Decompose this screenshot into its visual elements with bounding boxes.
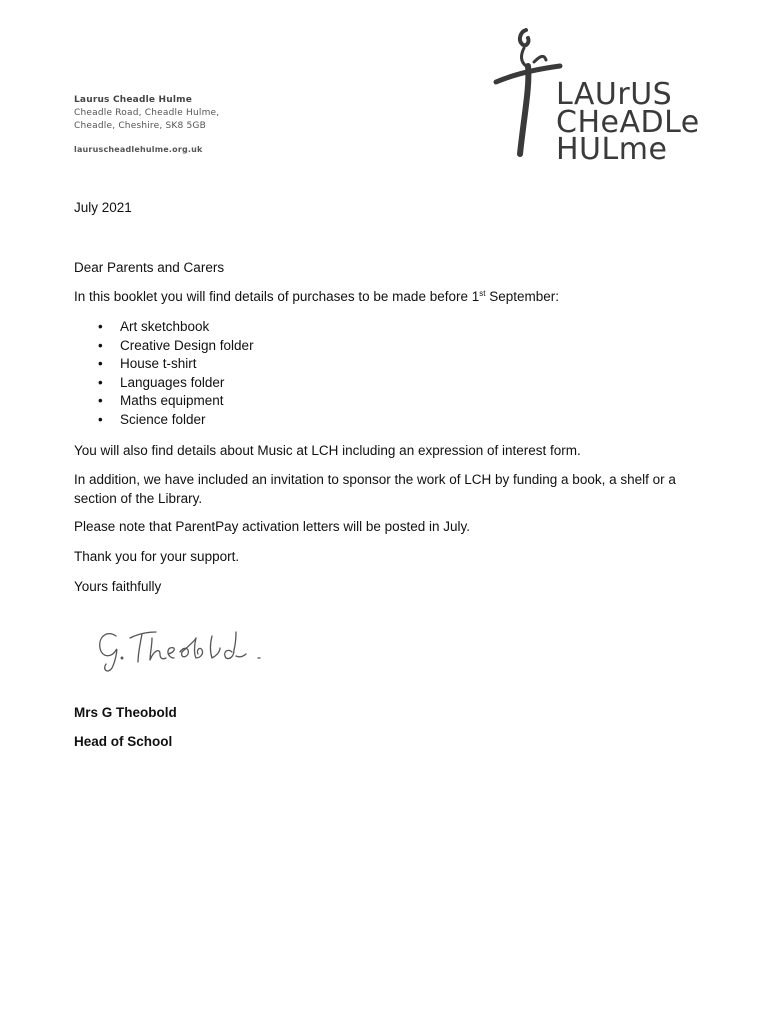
list-item-label: Creative Design folder bbox=[120, 337, 254, 353]
bullet-icon: • bbox=[98, 319, 103, 334]
handwritten-signature bbox=[72, 602, 302, 682]
bullet-icon: • bbox=[98, 374, 103, 390]
logo-word-2: CHeADLe bbox=[556, 105, 700, 140]
intro-paragraph bbox=[74, 288, 714, 307]
bullet-icon: • bbox=[98, 356, 103, 371]
school-address-block bbox=[74, 94, 219, 156]
list-item bbox=[74, 411, 254, 430]
music-paragraph: You will also find details about Music at LCH including an expression of interest form. bbox=[74, 443, 581, 458]
website-text: lauruscheadlehulme.org.uk bbox=[74, 145, 203, 154]
list-item-label: House t-shirt bbox=[120, 356, 197, 371]
org-name: Laurus Cheadle Hulme bbox=[74, 95, 193, 105]
signatory-name: Mrs G Theobold bbox=[74, 705, 177, 720]
list-item-label: Art sketchbook bbox=[120, 319, 210, 334]
thanks-paragraph: Thank you for your support. bbox=[74, 549, 240, 564]
list-item bbox=[74, 337, 254, 356]
logo-word-1: LAUrUS bbox=[556, 77, 673, 112]
intro-ordinal-suffix: st bbox=[479, 289, 486, 298]
list-item-label: Maths equipment bbox=[120, 393, 224, 408]
school-logo bbox=[490, 26, 700, 162]
list-item-label: Science folder bbox=[120, 411, 206, 427]
address-line-1: Cheadle Road, Cheadle Hulme, bbox=[74, 108, 220, 118]
salutation: Dear Parents and Carers bbox=[74, 260, 225, 275]
sponsor-paragraph: In addition, we have included an invitation to sponsor the work of LCH by funding a book, a shelf or a section of the Library. bbox=[74, 472, 676, 506]
signatory-role: Head of School bbox=[74, 734, 173, 749]
purchase-list bbox=[74, 318, 254, 429]
bullet-icon: • bbox=[98, 337, 103, 353]
address-line-2: Cheadle, Cheshire, SK8 5GB bbox=[74, 121, 206, 131]
list-item bbox=[74, 318, 254, 337]
letter-date: July 2021 bbox=[74, 200, 132, 215]
bullet-icon: • bbox=[98, 411, 103, 427]
bullet-icon: • bbox=[98, 393, 103, 408]
list-item bbox=[74, 355, 254, 374]
intro-text-after: September: bbox=[485, 289, 560, 304]
list-item bbox=[74, 392, 254, 411]
parentpay-paragraph: Please note that ParentPay activation letters will be posted in July. bbox=[74, 519, 470, 534]
intro-text-before: In this booklet you will find details of purchases to be made before 1 bbox=[74, 289, 480, 304]
closing-line: Yours faithfully bbox=[74, 579, 162, 594]
list-item bbox=[74, 374, 254, 393]
list-item-label: Languages folder bbox=[120, 374, 225, 390]
logo-word-3: HULme bbox=[556, 132, 668, 162]
